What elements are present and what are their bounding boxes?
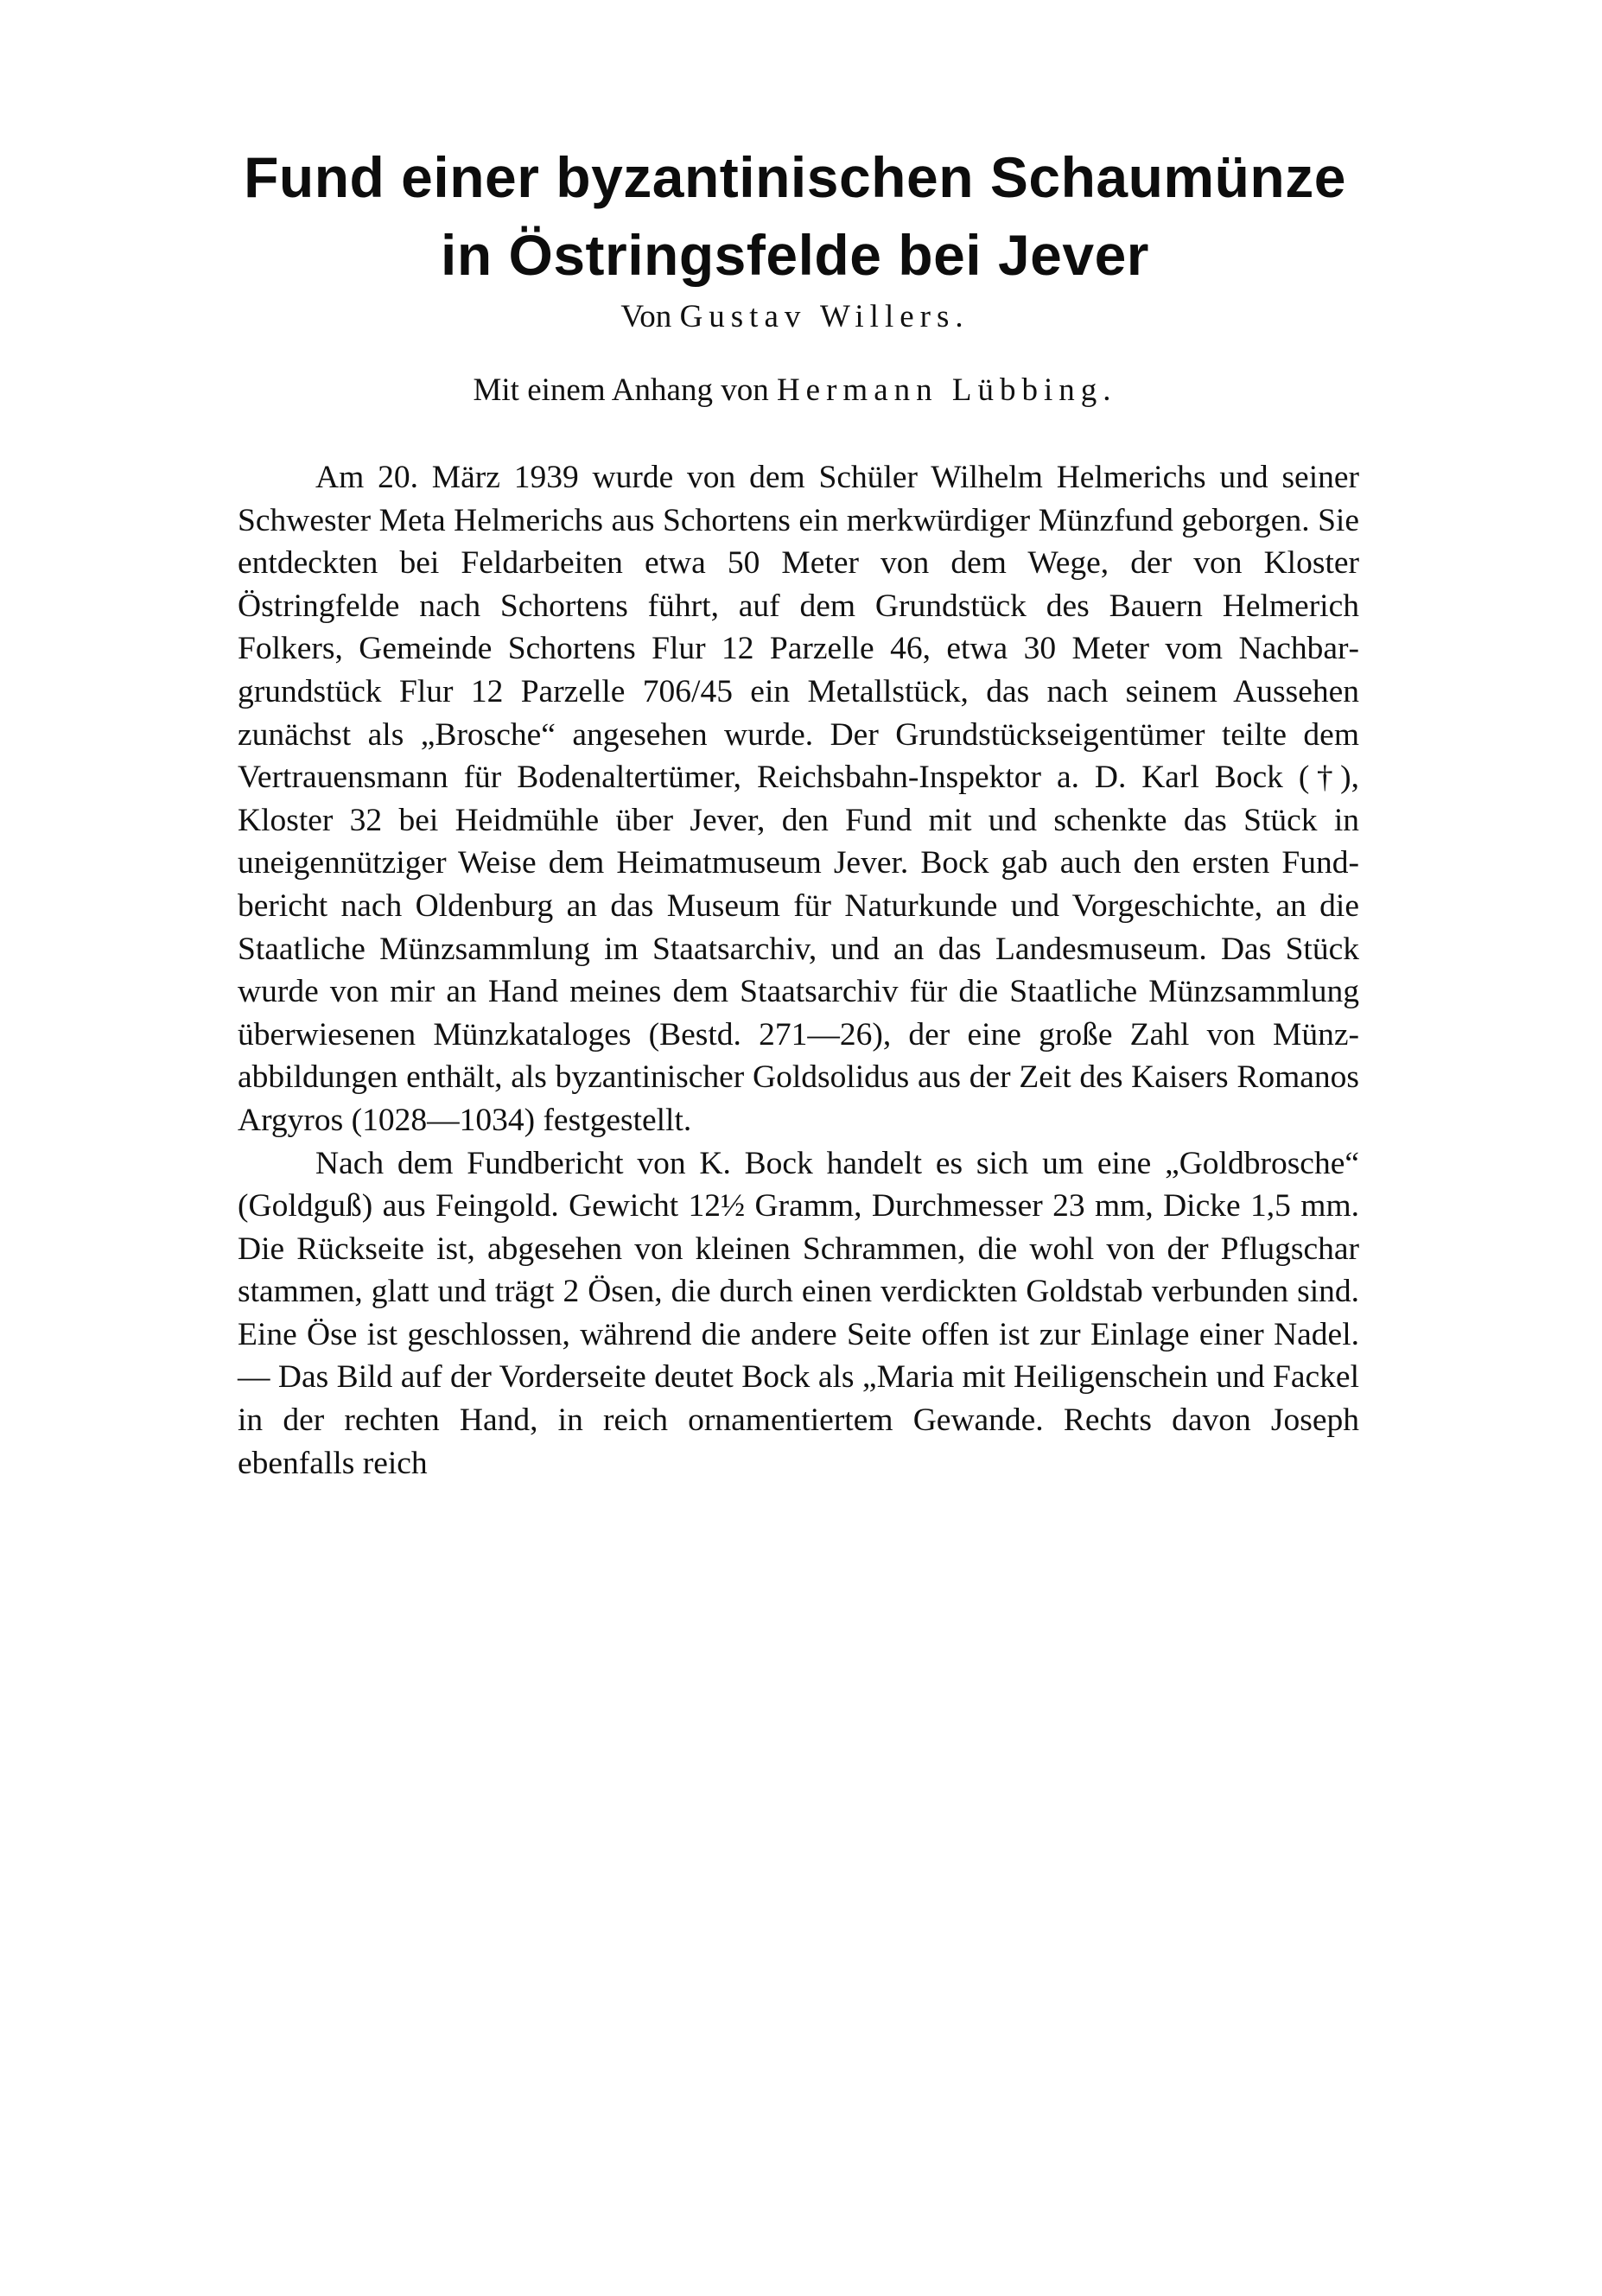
author-line [233, 296, 1357, 338]
author-name: Gustav Willers. [679, 299, 969, 334]
title-line-1: Fund einer byzantinischen Schaumünze [244, 145, 1346, 209]
article-title [233, 138, 1357, 294]
title-line-2: in Östringsfelde bei Jever [441, 223, 1149, 287]
appendix-author-name: Hermann Lübbing. [776, 372, 1117, 408]
body-paragraph-2: Nach dem Fundbericht von K. Bock handelt es sich um eine „Goldbrosche“ (Goldguß) aus Feingold. Gewicht 12½ Gramm, Durchmesser 23 mm, Dicke 1,5 mm. Die Rückseite ist, abgesehen von kleinen Schrammen, die wohl von der Pflugschar stammen, glatt und trägt 2 Ösen, die durch einen verdickten Goldstab verbunden sind. Eine Öse ist geschlossen, während die andere Seite offen ist zur Einlage einer Nadel. — Das Bild auf der Vorderseite deutet Bock als „Maria mit Heiligenschein und Fackel in der rechten Hand, in reich ornamentiertem Gewande. Rechts davon Joseph ebenfalls reich [238, 1145, 1359, 1481]
body-paragraph-1: Am 20. März 1939 wurde von dem Schüler Wilhelm Helmerichs und seiner Schwester Meta Helmerichs aus Schortens ein merkwürdiger Münzfund geborgen. Sie entdeckten bei Feldarbeiten etwa 50 Meter von dem Wege, der von Kloster Östringfelde nach Schortens führt, auf dem Grundstück des Bauern Helmerich Folkers, Gemeinde Schortens Flur 12 Parzelle 46, etwa 30 Meter vom Nachbargrundstück Flur 12 Parzelle 706/45 ein Metallstück, das nach seinem Aussehen zunächst als „Brosche“ angesehen wurde. Der Grundstückseigentümer teilte dem Vertrauensmann für Bodenaltertümer, Reichsbahn-Inspektor a. D. Karl Bock (†), Kloster 32 bei Heidmühle über Jever, den Fund mit und schenkte das Stück in uneigennütziger Weise dem Heimatmuseum Jever. Bock gab auch den ersten Fundbericht nach Oldenburg an das Museum für Naturkunde und Vorgeschichte, an die Staatliche Münzsammlung im Staatsarchiv, und an das Landesmuseum. Das Stück wurde von mir an Hand meines dem Staatsarchiv für die Staatliche Münzsammlung überwiesenen Münzkataloges (Bestd. 271—26), der eine große Zahl von Münzabbildungen enthält, als byzantinischer Goldsolidus aus der Zeit des Kaisers Romanos Argyros (1028—1034) festgestellt. [238, 460, 1359, 1138]
article-body [238, 456, 1359, 1485]
appendix-prefix: Mit einem Anhang von [473, 372, 769, 408]
appendix-line [233, 370, 1357, 411]
author-prefix: Von [620, 299, 672, 334]
